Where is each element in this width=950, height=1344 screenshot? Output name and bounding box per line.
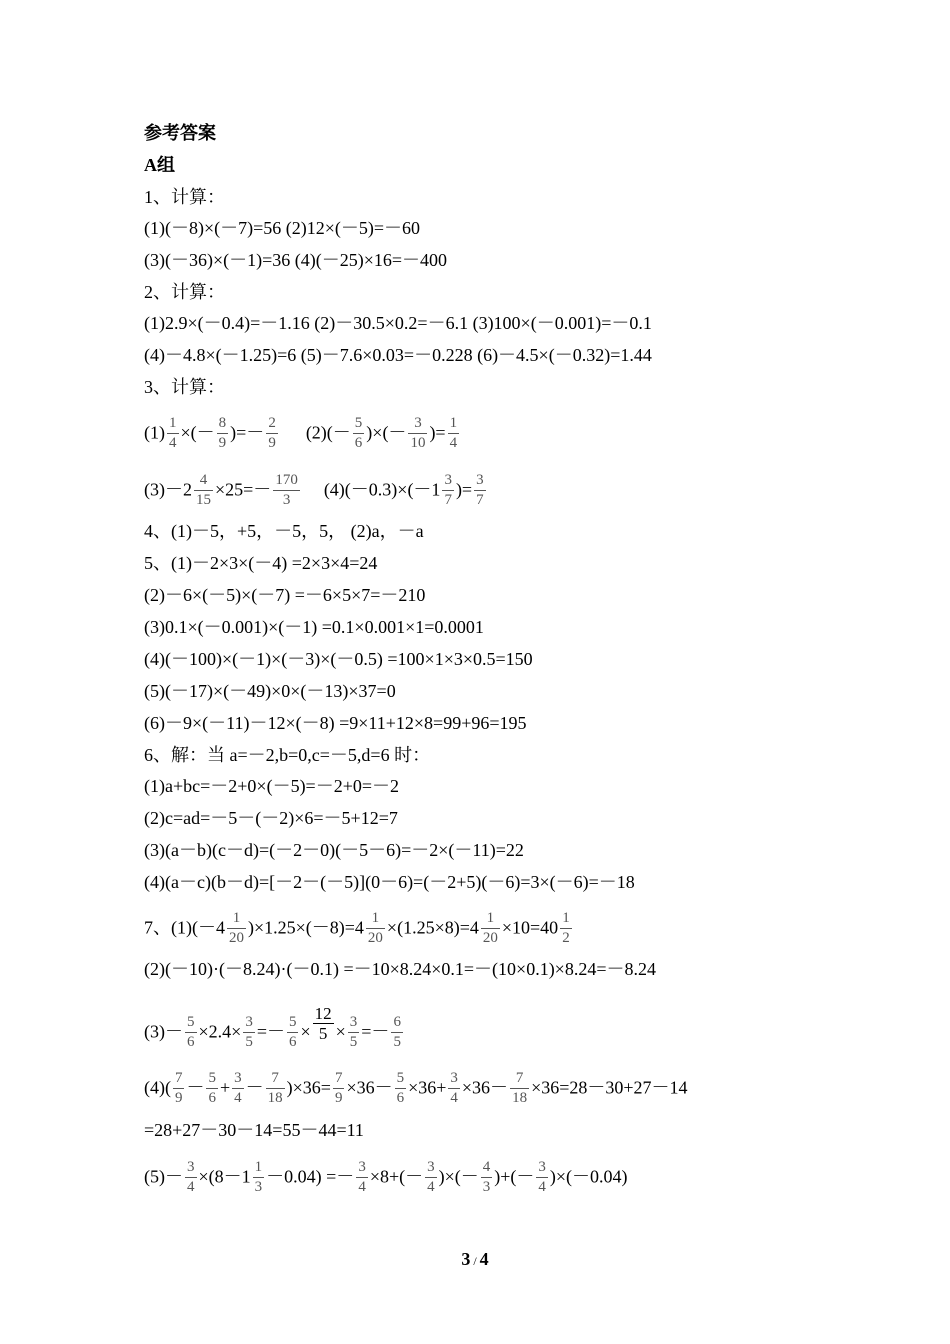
text: (3)－2 (144, 479, 192, 500)
q6-line-5: (4)(a－c)(b－d)=[－2－(－5)](0－6)=(－2+5)(－6)=3×(－6)=－18 (144, 872, 635, 892)
fraction: $\frac{8}{9}$ (218, 415, 227, 451)
fraction: $\frac{3}{7}$ (444, 472, 452, 508)
text: + (219, 1077, 231, 1098)
fraction: $\frac{4}{3}$ (482, 1159, 491, 1195)
answer-title: 参考答案 (144, 123, 216, 143)
text: －0.04) =－ (266, 1166, 355, 1187)
text: )×36= (286, 1077, 331, 1098)
q5-line-5: (5)(－17)×(－49)×0×(－13)×37=0 (144, 681, 396, 701)
text: ×36－ (346, 1077, 393, 1098)
fraction: $\frac{5}{6}$ (187, 1014, 195, 1050)
fraction: $\frac{1}{20}$ (367, 910, 383, 946)
q5-line-6: (6)－9×(－11)－12×(－8) =9×11+12×8=99+96=195 (144, 713, 527, 733)
fraction: $\frac{170}{3}$ (275, 472, 298, 508)
text: (5)－ (144, 1166, 183, 1187)
text: )= (455, 479, 473, 500)
fraction: $\frac{3}{4}$ (358, 1159, 366, 1195)
fraction: $\frac{7}{18}$ (267, 1070, 283, 1106)
q3-row-1 (144, 415, 461, 451)
current-page: 3 (461, 1249, 471, 1269)
q7-row-6 (144, 1159, 628, 1195)
q6-line-2: (1)a+bc=－2+0×(－5)=－2+0=－2 (144, 776, 400, 796)
q6-line-3: (2)c=ad=－5－(－2)×6=－5+12=7 (144, 808, 398, 828)
fraction: $\frac{2}{9}$ (268, 415, 276, 451)
q7-row-1 (144, 910, 574, 946)
fraction: $\frac{5}{6}$ (354, 415, 363, 451)
text: ×2.4× (198, 1021, 242, 1042)
q5-line-1: 5、(1)－2×3×(－4) =2×3×4=24 (144, 553, 378, 573)
q3-label: 3、计算： (144, 377, 225, 397)
group-heading: A组 (144, 155, 175, 175)
fraction: $\frac{1}{20}$ (482, 910, 498, 946)
text: )×(－0.04) (549, 1166, 628, 1187)
q2-line-2: (4)－4.8×(－1.25)=6 (5)－7.6×0.03=－0.228 (6)－4.5×(－0.32)=1.44 (144, 345, 652, 365)
text: ×(8－1 (198, 1166, 251, 1187)
text: × (300, 1021, 311, 1042)
fraction: $\frac{5}{6}$ (396, 1070, 405, 1106)
q7-row-4 (144, 1070, 688, 1106)
fraction: $\frac{3}{4}$ (187, 1159, 195, 1195)
text: )= (429, 422, 446, 443)
text: ×8+(－ (369, 1166, 424, 1187)
text: )+(－ (494, 1166, 535, 1187)
fraction: $\frac{1}{4}$ (169, 415, 177, 451)
q4-line: 4、(1)－5，+5，－5，5， (2)a，－a (144, 521, 424, 541)
fraction: $\frac{3}{4}$ (427, 1159, 435, 1195)
text: (2)(－ (305, 422, 351, 443)
fraction: $\frac{4}{15}$ (196, 472, 211, 508)
fraction: $\frac{1}{20}$ (228, 910, 244, 946)
text: 7、(1)(－4 (144, 917, 225, 938)
fraction: $\frac{6}{5}$ (393, 1014, 401, 1050)
fraction: $\frac{3}{4}$ (538, 1159, 546, 1195)
page-separator: / (473, 1254, 477, 1268)
text: ×(－ (180, 422, 215, 443)
fraction: $\frac{7}{9}$ (174, 1070, 183, 1106)
fraction: $\frac{7}{9}$ (334, 1070, 343, 1106)
fraction: $\frac{5}{6}$ (208, 1070, 216, 1106)
text: ×25=－ (215, 479, 272, 500)
text: (4)( (144, 1077, 171, 1098)
fraction: $\frac{3}{4}$ (450, 1070, 458, 1106)
fraction: $\frac{3}{5}$ (245, 1014, 253, 1050)
fraction: $\frac{1}{4}$ (449, 415, 458, 451)
q2-line-1: (1)2.9×(－0.4)=－1.16 (2)－30.5×0.2=－6.1 (3)100×(－0.001)=－0.1 (144, 313, 652, 333)
page-number (0, 1249, 950, 1270)
fraction: $\frac{1}{2}$ (562, 910, 570, 946)
q6-line-1: 6、解：当 a=－2,b=0,c=－5,d=6 时： (144, 745, 431, 765)
text: )×(－ (438, 1166, 479, 1187)
text: )×1.25×(－8)=4 (247, 917, 364, 938)
text: － (245, 1077, 264, 1098)
q3-row-2 (144, 472, 488, 508)
q1-label: 1、计算： (144, 187, 225, 207)
q5-line-3: (3)0.1×(－0.001)×(－1) =0.1×0.001×1=0.0001 (144, 617, 484, 637)
q7-row-2: (2)(－10)·(－8.24)·(－0.1) =－10×8.24×0.1=－(10×0.1)×8.24=－8.24 (144, 959, 656, 979)
fraction: $\frac{1}{3}$ (254, 1159, 263, 1195)
q7-row-5: =28+27－30－14=55－44=11 (144, 1120, 364, 1140)
text: ×36－ (461, 1077, 509, 1098)
fraction: $\frac{7}{18}$ (512, 1070, 528, 1106)
q5-line-4: (4)(－100)×(－1)×(－3)×(－0.5) =100×1×3×0.5=150 (144, 649, 533, 669)
fraction: $\frac{3}{10}$ (410, 415, 426, 451)
text: (1) (144, 422, 165, 443)
text: ×10=40 (501, 917, 559, 938)
q6-line-4: (3)(a－b)(c－d)=(－2－0)(－5－6)=－2×(－11)=22 (144, 840, 524, 860)
fraction: $\frac{5}{6}$ (288, 1014, 297, 1050)
text: ×(1.25×8)=4 (386, 917, 479, 938)
q2-label: 2、计算： (144, 282, 225, 302)
text: =－ (256, 1021, 285, 1042)
q7-row-3 (144, 1004, 405, 1050)
q5-line-2: (2)－6×(－5)×(－7) =－6×5×7=－210 (144, 585, 426, 605)
text: )×(－ (366, 422, 407, 443)
q1-line-2: (3)(－36)×(－1)=36 (4)(－25)×16=－400 (144, 250, 448, 270)
text: (4)(－0.3)×(－1 (323, 479, 441, 500)
fraction: $\frac{3}{5}$ (349, 1014, 358, 1050)
total-pages: 4 (479, 1249, 489, 1269)
text: ×36=28－30+27－14 (531, 1077, 688, 1098)
fraction: $\frac{3}{7}$ (476, 472, 484, 508)
text: =－ (361, 1021, 390, 1042)
text: × (335, 1021, 346, 1042)
fraction: $\frac{12}{5}$ (314, 1004, 332, 1043)
text: ×36+ (408, 1077, 447, 1098)
fraction: $\frac{3}{4}$ (234, 1070, 242, 1106)
text: (3)－ (144, 1021, 183, 1042)
text: )=－ (230, 422, 265, 443)
q1-line-1: (1)(－8)×(－7)=56 (2)12×(－5)=－60 (144, 218, 421, 238)
text: － (186, 1077, 205, 1098)
